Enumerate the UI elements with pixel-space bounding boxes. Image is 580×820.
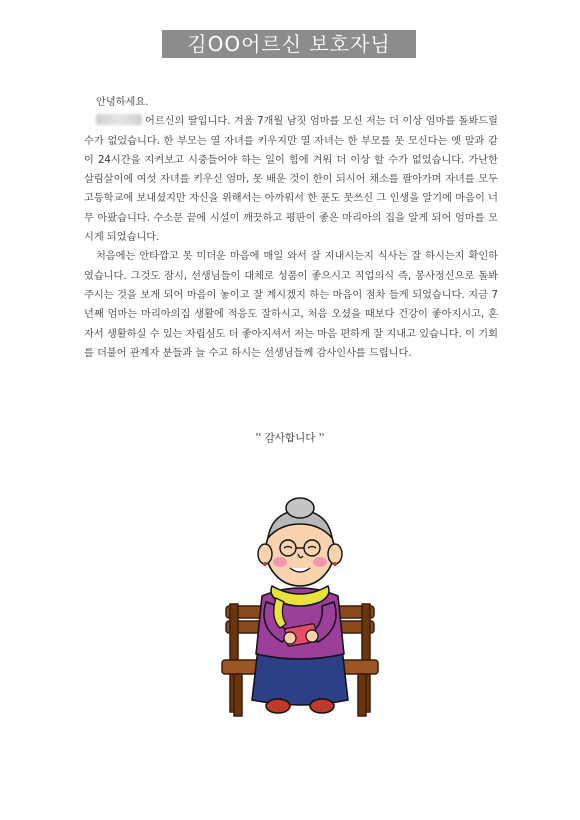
paragraph-1 [84,112,498,247]
redacted-name [96,114,142,125]
letter-body [84,93,498,363]
closing-thanks: '' 감사합니다 '' [255,432,325,444]
grandmother-on-bench-illustration [220,478,380,728]
page-title: 김OO어르신 보호자님 [162,30,416,58]
greeting: 안녕하세요. [96,97,149,108]
paragraph-2: 처음에는 안타깝고 못 미더운 마음에 매일 와서 잘 지내시는지 식사는 잘 하시는지 확인하였습니다. 그것도 잠시, 선생님들이 대체로 성품이 좋으시고 직업의식 즉, 봉사정신으로 돌봐주시는 것을 보게 되어 마음이 놓이고 잘 계시겠지 하는 마음이 점차 들게 되었습니다. 지금 7년째 엄마는 마리아의집 생활에 적응도 잘하시고, 처음 오셨을 때보다 건강이 좋아지시고, 혼자서 생활하실 수 있는 자립심도 더 좋아지셔서 저는 마음 편하게 잘 지내고 있습니다. 이 기회를 더불어 관계자 분들과 늘 수고 하시는 선생님들께 감사인사를 드립니다. [84,251,498,359]
paragraph-1-text: 어르신의 딸입니다. 겨울 7개월 남짓 엄마를 모신 저는 더 이상 엄마를 돌봐드릴 수가 없었습니다. 한 부모는 열 자녀를 키우지만 열 자녀는 한 부모를 못 모신다는 옛 말과 같이 24시간을 지켜보고 시중들어야 하는 일이 힘에 겨워 더 이상 할 수가 없었습니다. 가난한 살림살이에 여섯 자녀를 키우신 엄마, 못 배운 것이 한이 되시어 채소를 팔아가며 자녀를 모두 고등학교에 보내셨지만 자신을 위해서는 아까워서 한 푼도 못쓰신 그 인생을 알기에 마음이 너무 아팠습니다. 수소문 끝에 시설이 깨끗하고 평판이 좋은 마리아의 집을 알게 되어 엄마를 모시게 되었습니다. [84,116,498,244]
